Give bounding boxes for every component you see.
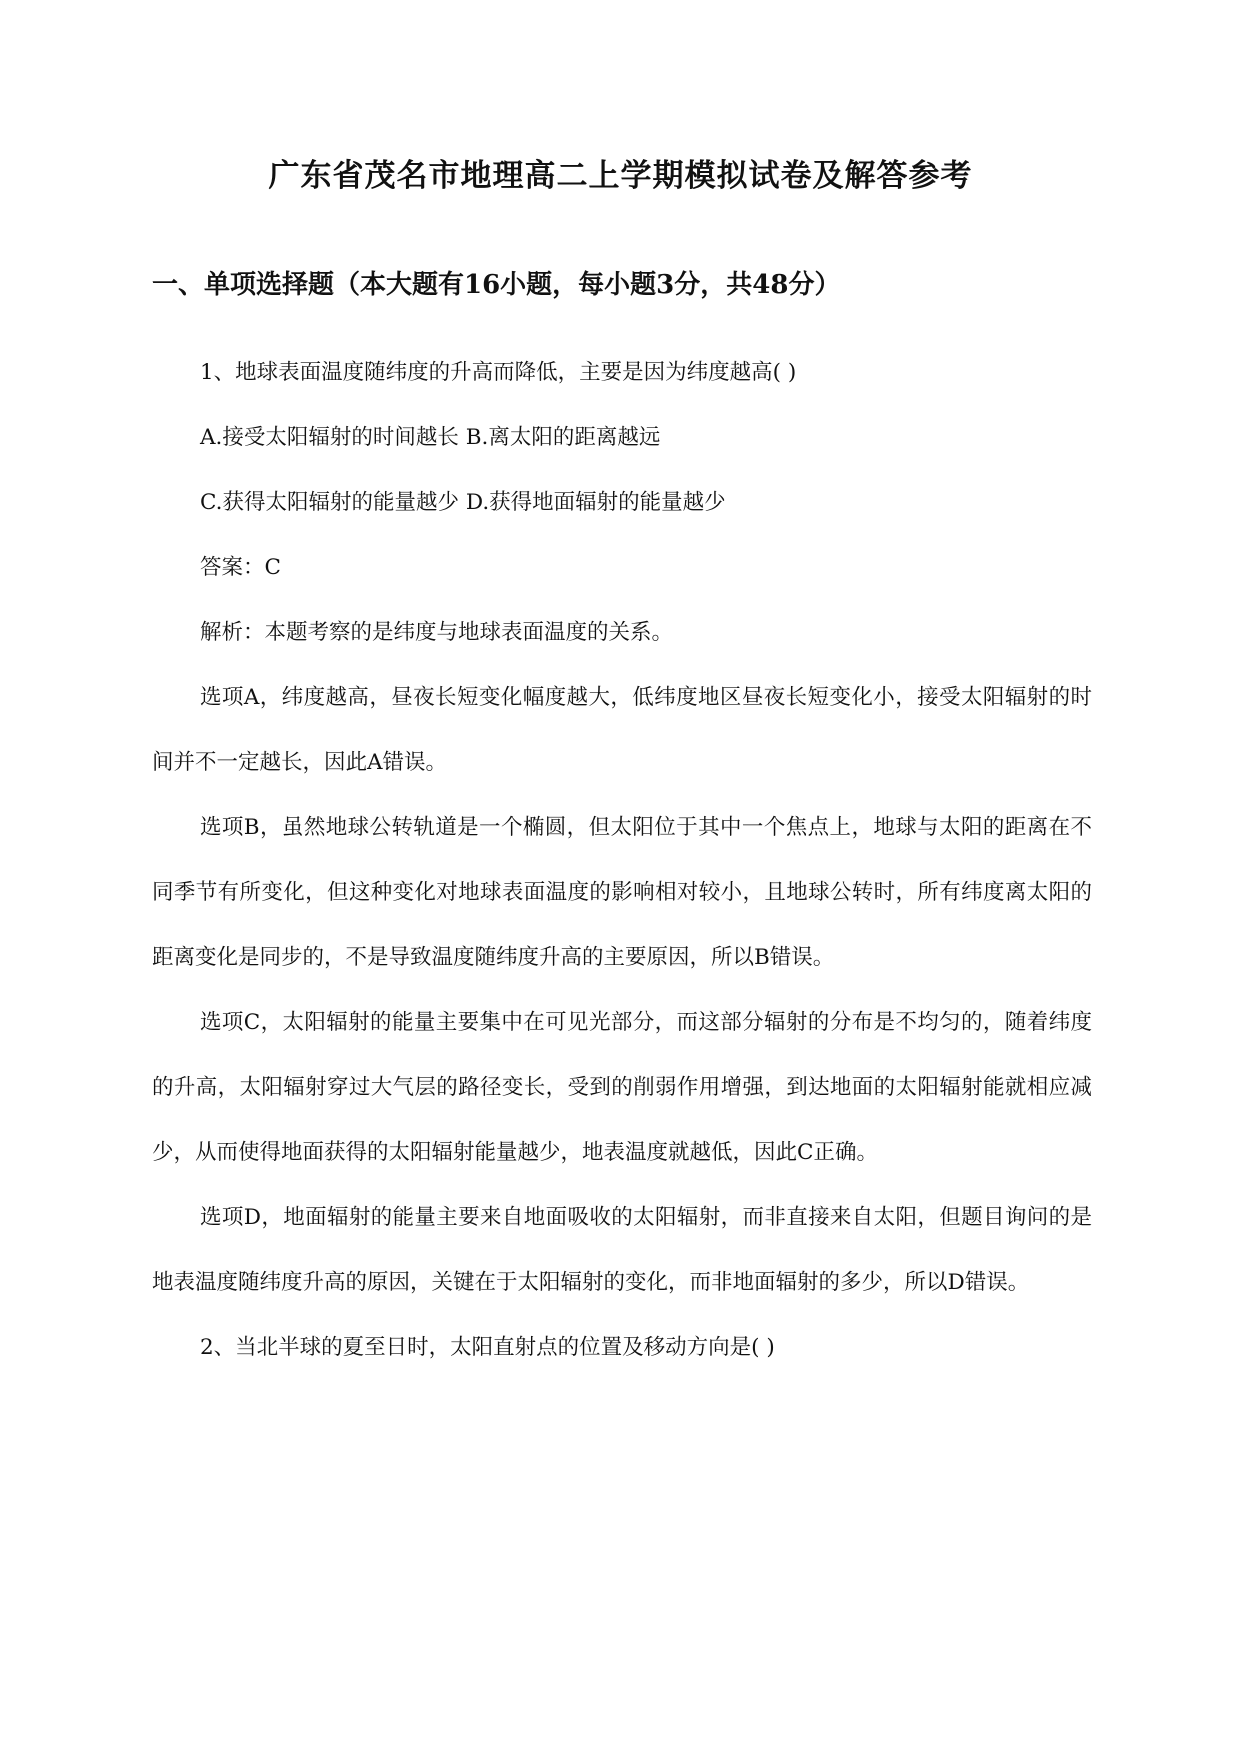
question-1-options-cd: C.获得太阳辐射的能量越少 D.获得地面辐射的能量越少 <box>200 490 726 515</box>
question-content <box>152 340 1092 1380</box>
section-heading: 一、单项选择题（本大题有16小题，每小题3分，共48分） <box>152 270 841 300</box>
question-1-answer: 答案：C <box>200 555 281 580</box>
analysis-option-d: 选项D，地面辐射的能量主要来自地面吸收的太阳辐射，而非直接来自太阳，但题目询问的是地表温度随纬度升高的原因，关键在于太阳辐射的变化，而非地面辐射的多少，所以D错误。 <box>152 1205 1092 1295</box>
question-1-options-ab: A.接受太阳辐射的时间越长 B.离太阳的距离越远 <box>200 425 661 450</box>
question-2-stem: 2、当北半球的夏至日时，太阳直射点的位置及移动方向是( ) <box>200 1335 775 1360</box>
question-1-analysis-intro: 解析：本题考察的是纬度与地球表面温度的关系。 <box>200 620 674 645</box>
analysis-option-b: 选项B，虽然地球公转轨道是一个椭圆，但太阳位于其中一个焦点上，地球与太阳的距离在不同季节有所变化，但这种变化对地球表面温度的影响相对较小，且地球公转时，所有纬度离太阳的距离变化是同步的，不是导致温度随纬度升高的主要原因，所以B错误。 <box>152 815 1092 970</box>
document-title: 广东省茂名市地理高二上学期模拟试卷及解答参考 <box>268 158 973 194</box>
analysis-option-a: 选项A，纬度越高，昼夜长短变化幅度越大，低纬度地区昼夜长短变化小，接受太阳辐射的时间并不一定越长，因此A错误。 <box>152 685 1092 775</box>
question-1-stem: 1、地球表面温度随纬度的升高而降低，主要是因为纬度越高( ) <box>200 360 797 385</box>
analysis-option-c: 选项C，太阳辐射的能量主要集中在可见光部分，而这部分辐射的分布是不均匀的，随着纬度的升高，太阳辐射穿过大气层的路径变长，受到的削弱作用增强，到达地面的太阳辐射能就相应减少，从而使得地面获得的太阳辐射能量越少，地表温度就越低，因此C正确。 <box>152 1010 1092 1165</box>
